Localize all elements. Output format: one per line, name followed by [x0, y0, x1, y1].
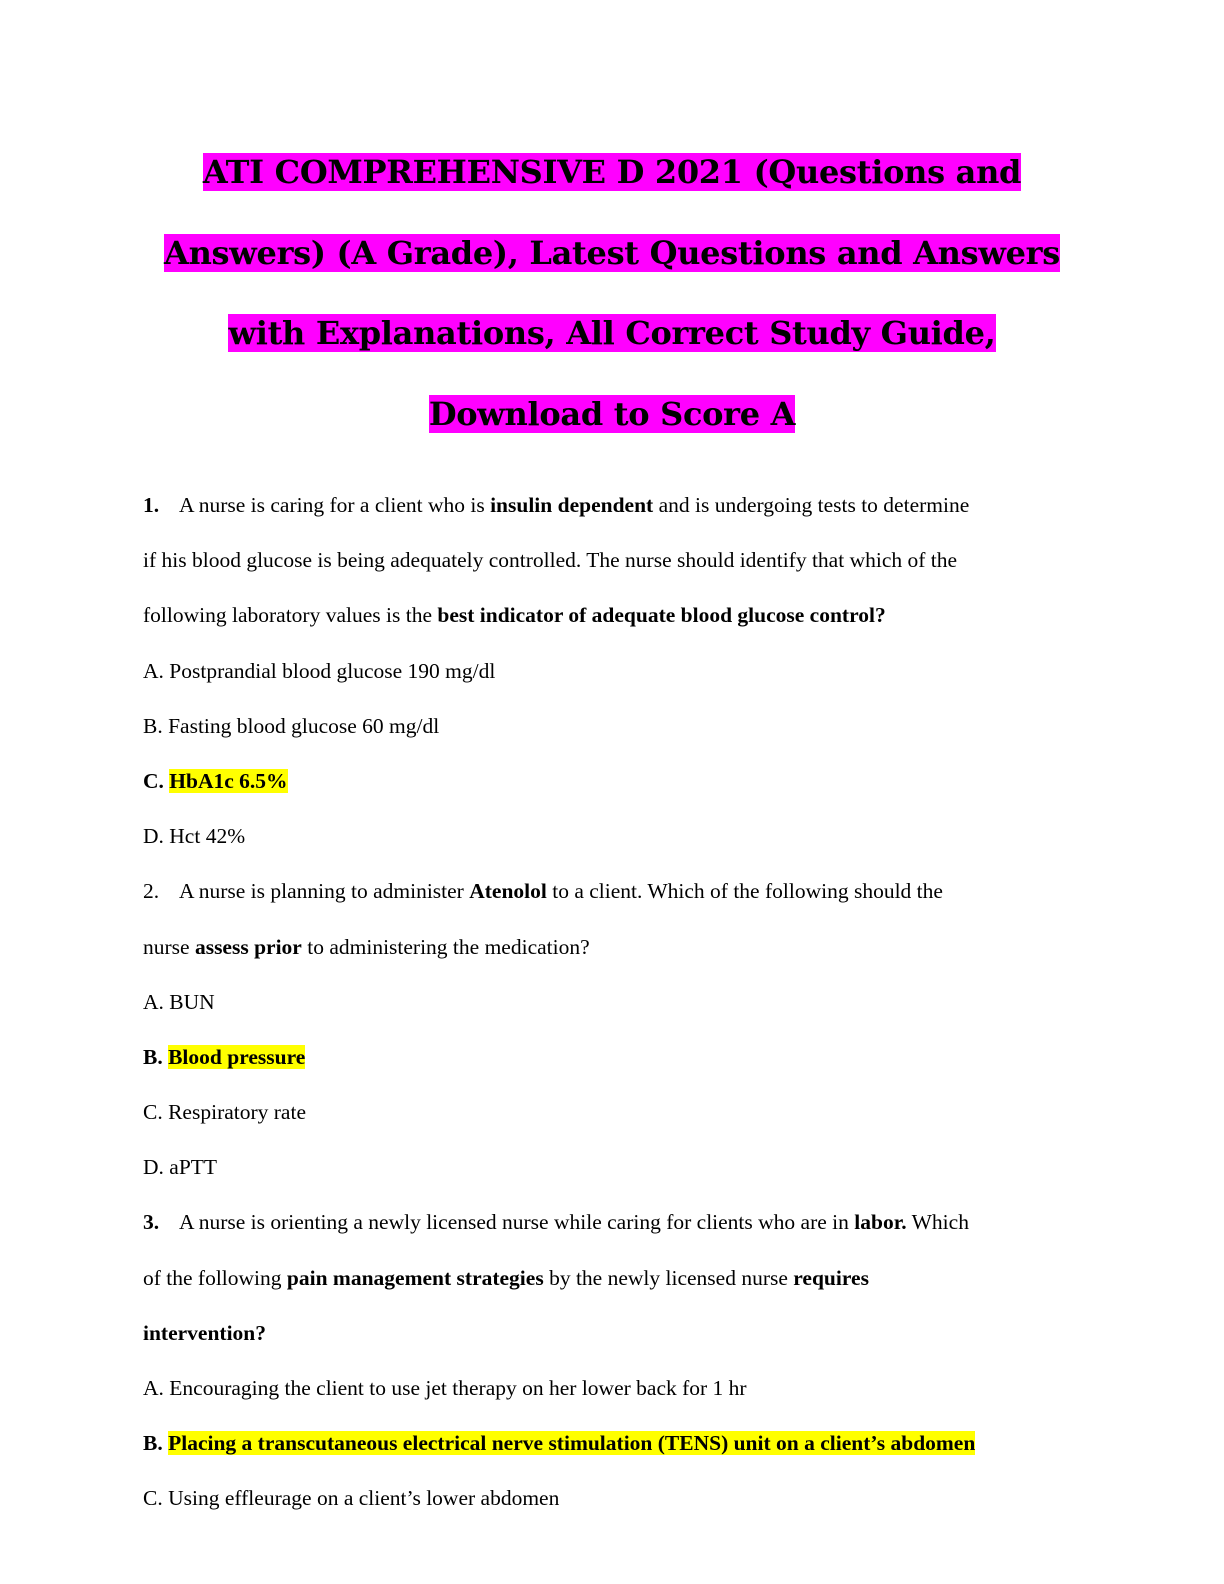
question-text: to administering the medication? — [301, 934, 590, 959]
question-1-stem-line-2 — [143, 533, 1083, 588]
question-3-option-c — [143, 1471, 1083, 1526]
question-2-option-b-correct — [143, 1030, 1083, 1085]
option-letter: B. — [143, 1044, 163, 1069]
option-letter: B. — [143, 713, 163, 738]
document-title — [140, 132, 1084, 454]
question-emphasis: labor. — [854, 1210, 907, 1235]
question-text: A nurse is caring for a client who is — [179, 493, 491, 517]
option-letter: C. — [143, 1100, 163, 1125]
question-text: A nurse is orienting a newly licensed nurse while caring for clients who are in — [179, 1210, 855, 1235]
option-letter: D. — [143, 824, 164, 849]
question-3-stem-line-2 — [143, 1251, 1083, 1306]
question-text: A nurse is planning to administer — [179, 879, 470, 904]
question-3-option-a — [143, 1361, 1083, 1416]
question-emphasis: requires — [793, 1265, 869, 1290]
question-text: if his blood glucose is being adequately controlled. The nurse should identify that which of the — [143, 548, 958, 573]
question-number: 1. — [143, 493, 160, 517]
question-2-stem-line-1 — [143, 864, 1083, 919]
question-2-option-c — [143, 1085, 1083, 1140]
title-line-2: Answers) (A Grade), Latest Questions and Answers — [164, 233, 1060, 272]
question-1-option-a — [143, 644, 1083, 699]
question-emphasis: intervention? — [143, 1320, 267, 1345]
option-letter: D. — [143, 1155, 164, 1180]
question-emphasis: pain management strategies — [286, 1265, 544, 1290]
option-text: BUN — [169, 989, 215, 1014]
question-1-option-c-correct — [143, 754, 1083, 809]
question-1-stem-line-1 — [143, 478, 1083, 533]
question-number: 2. — [143, 879, 160, 904]
correct-answer-highlight: Blood pressure — [168, 1044, 306, 1069]
question-1-option-b — [143, 699, 1083, 754]
question-1-option-d — [143, 809, 1083, 864]
question-3-option-b-correct — [143, 1416, 1083, 1471]
question-number: 3. — [143, 1210, 160, 1235]
option-text: Hct 42% — [169, 824, 246, 849]
question-text: following laboratory values is the — [143, 603, 438, 628]
option-text: Using effleurage on a client’s lower abdomen — [168, 1486, 560, 1511]
title-line-1: ATI COMPREHENSIVE D 2021 (Questions and — [202, 153, 1022, 191]
title-line-3: with Explanations, All Correct Study Guide, — [228, 314, 996, 352]
question-text: of the following — [143, 1265, 287, 1290]
question-3-stem-line-3 — [143, 1306, 1083, 1361]
option-letter: A. — [143, 989, 164, 1014]
option-text: Encouraging the client to use jet therapy on her lower back for 1 hr — [169, 1376, 747, 1400]
question-2-option-a — [143, 975, 1083, 1030]
option-text: Fasting blood glucose 60 mg/dl — [168, 713, 440, 738]
option-text: Postprandial blood glucose 190 mg/dl — [169, 658, 496, 683]
option-letter: A. — [143, 1376, 164, 1400]
question-emphasis: insulin dependent — [490, 493, 654, 517]
question-2-option-d — [143, 1140, 1083, 1195]
question-2-stem-line-2 — [143, 920, 1083, 975]
question-emphasis: best indicator of adequate blood glucose control? — [437, 603, 886, 628]
option-text: Respiratory rate — [168, 1100, 306, 1125]
question-text: and is undergoing tests to determine — [653, 493, 970, 517]
question-3-stem-line-1 — [143, 1195, 1083, 1250]
questions-section — [143, 478, 1083, 1527]
correct-answer-highlight: Placing a transcutaneous electrical nerve stimulation (TENS) unit on a client’s abdomen — [168, 1431, 976, 1456]
option-letter: C. — [143, 1486, 163, 1511]
option-letter: B. — [143, 1431, 163, 1456]
option-text: aPTT — [169, 1155, 218, 1180]
question-emphasis: assess prior — [194, 934, 302, 959]
question-text: nurse — [143, 934, 195, 959]
option-letter: A. — [143, 658, 164, 683]
title-line-4: Download to Score A — [428, 394, 796, 433]
question-emphasis: Atenolol — [469, 879, 547, 904]
question-1-stem-line-3 — [143, 588, 1083, 643]
question-text: to a client. Which of the following should the — [546, 879, 943, 904]
question-text: by the newly licensed nurse — [543, 1265, 794, 1290]
correct-answer-highlight: HbA1c 6.5% — [169, 768, 288, 793]
question-text: Which — [906, 1210, 969, 1235]
option-letter: C. — [143, 768, 164, 793]
